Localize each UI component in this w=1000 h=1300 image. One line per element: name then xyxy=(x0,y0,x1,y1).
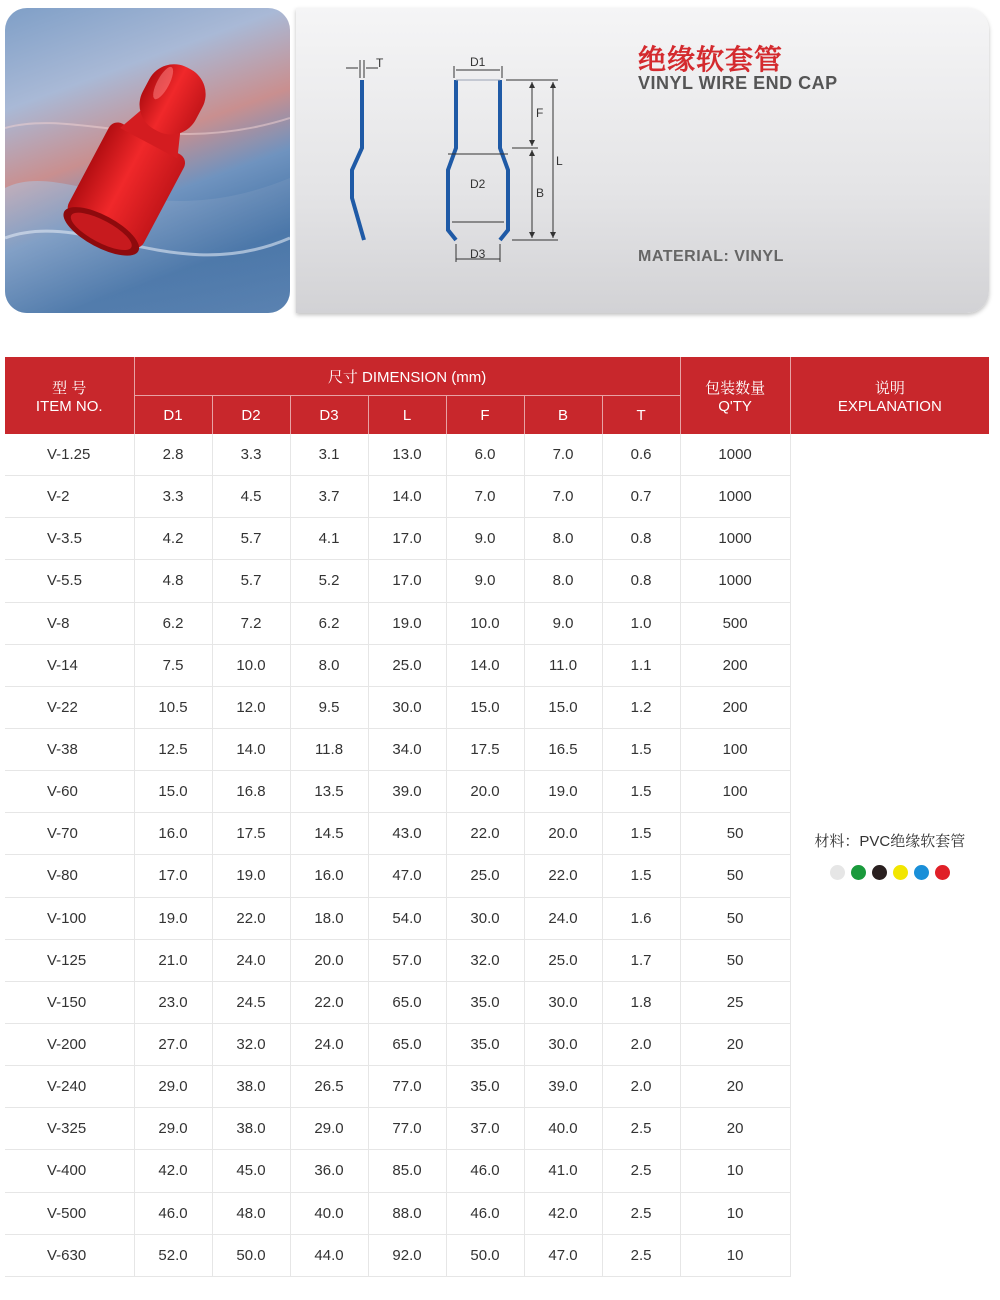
table-cell: 46.0 xyxy=(134,1192,212,1234)
table-cell: 15.0 xyxy=(524,686,602,728)
table-cell: 24.0 xyxy=(524,897,602,939)
spec-table xyxy=(5,357,989,1277)
table-cell: 24.5 xyxy=(212,981,290,1023)
table-cell: 11.8 xyxy=(290,728,368,770)
table-cell: 7.0 xyxy=(446,476,524,518)
table-cell: 18.0 xyxy=(290,897,368,939)
color-swatch-dot xyxy=(830,865,845,880)
table-cell: 7.5 xyxy=(134,644,212,686)
table-cell: 50 xyxy=(680,897,790,939)
table-cell: 57.0 xyxy=(368,939,446,981)
table-cell: 100 xyxy=(680,728,790,770)
table-cell: 9.5 xyxy=(290,686,368,728)
table-cell: 10 xyxy=(680,1234,790,1276)
item-number-cell: V-70 xyxy=(5,813,134,855)
table-cell: 19.0 xyxy=(212,855,290,897)
table-cell: 20.0 xyxy=(290,939,368,981)
header-item xyxy=(5,357,134,434)
table-cell: 50.0 xyxy=(212,1234,290,1276)
label-T: T xyxy=(376,56,384,70)
table-cell: 9.0 xyxy=(446,560,524,602)
item-number-cell: V-400 xyxy=(5,1150,134,1192)
table-cell: 30.0 xyxy=(524,1023,602,1065)
table-cell: 200 xyxy=(680,644,790,686)
item-number-cell: V-200 xyxy=(5,1023,134,1065)
table-cell: 46.0 xyxy=(446,1192,524,1234)
table-cell: 1000 xyxy=(680,434,790,476)
header-item-cn: 型 号 xyxy=(52,379,87,397)
header-item-en: ITEM NO. xyxy=(35,397,103,415)
spec-table-body xyxy=(5,434,989,1276)
table-cell: 1.5 xyxy=(602,771,680,813)
table-cell: 65.0 xyxy=(368,981,446,1023)
table-cell: 2.5 xyxy=(602,1108,680,1150)
table-cell: 48.0 xyxy=(212,1192,290,1234)
table-cell: 39.0 xyxy=(524,1066,602,1108)
table-cell: 13.5 xyxy=(290,771,368,813)
label-F: F xyxy=(536,106,544,120)
table-cell: 22.0 xyxy=(524,855,602,897)
item-number-cell: V-630 xyxy=(5,1234,134,1276)
table-cell: 14.0 xyxy=(368,476,446,518)
table-cell: 25 xyxy=(680,981,790,1023)
label-D3: D3 xyxy=(470,247,486,261)
table-cell: 9.0 xyxy=(446,518,524,560)
table-cell: 200 xyxy=(680,686,790,728)
header-qty-cn: 包装数量 xyxy=(705,379,766,397)
table-cell: 9.0 xyxy=(524,602,602,644)
table-cell: 21.0 xyxy=(134,939,212,981)
table-cell: 0.7 xyxy=(602,476,680,518)
table-cell: 1.8 xyxy=(602,981,680,1023)
table-cell: 32.0 xyxy=(446,939,524,981)
table-cell: 50 xyxy=(680,813,790,855)
table-cell: 2.0 xyxy=(602,1023,680,1065)
table-cell: 38.0 xyxy=(212,1066,290,1108)
table-cell: 13.0 xyxy=(368,434,446,476)
table-cell: 26.5 xyxy=(290,1066,368,1108)
table-cell: 20 xyxy=(680,1066,790,1108)
color-swatch-dot xyxy=(851,865,866,880)
item-number-cell: V-2 xyxy=(5,476,134,518)
table-cell: 30.0 xyxy=(524,981,602,1023)
table-cell: 41.0 xyxy=(524,1150,602,1192)
table-cell: 10 xyxy=(680,1192,790,1234)
header-qty-en: Q'TY xyxy=(718,397,752,415)
table-cell: 29.0 xyxy=(134,1108,212,1150)
table-cell: 8.0 xyxy=(290,644,368,686)
table-cell: 3.3 xyxy=(212,434,290,476)
table-cell: 50.0 xyxy=(446,1234,524,1276)
table-cell: 16.5 xyxy=(524,728,602,770)
explanation-cell xyxy=(790,434,989,1276)
item-number-cell: V-150 xyxy=(5,981,134,1023)
table-cell: 1.5 xyxy=(602,728,680,770)
table-cell: 1.1 xyxy=(602,644,680,686)
table-cell: 6.2 xyxy=(290,602,368,644)
table-cell: 1000 xyxy=(680,560,790,602)
table-cell: 4.2 xyxy=(134,518,212,560)
table-cell: 50 xyxy=(680,855,790,897)
table-cell: 65.0 xyxy=(368,1023,446,1065)
header-explanation xyxy=(790,357,989,434)
label-D2: D2 xyxy=(470,177,486,191)
table-cell: 500 xyxy=(680,602,790,644)
table-cell: 0.8 xyxy=(602,518,680,560)
table-cell: 42.0 xyxy=(134,1150,212,1192)
table-cell: 2.8 xyxy=(134,434,212,476)
item-number-cell: V-325 xyxy=(5,1108,134,1150)
table-cell: 36.0 xyxy=(290,1150,368,1192)
table-cell: 7.0 xyxy=(524,434,602,476)
table-cell: 16.0 xyxy=(290,855,368,897)
table-cell: 12.5 xyxy=(134,728,212,770)
table-cell: 45.0 xyxy=(212,1150,290,1192)
table-cell: 1.0 xyxy=(602,602,680,644)
table-cell: 17.0 xyxy=(134,855,212,897)
item-number-cell: V-60 xyxy=(5,771,134,813)
table-cell: 10.0 xyxy=(446,602,524,644)
table-cell: 88.0 xyxy=(368,1192,446,1234)
table-cell: 1.5 xyxy=(602,813,680,855)
color-swatch-dot xyxy=(893,865,908,880)
table-cell: 85.0 xyxy=(368,1150,446,1192)
table-cell: 35.0 xyxy=(446,981,524,1023)
table-cell: 16.0 xyxy=(134,813,212,855)
table-cell: 15.0 xyxy=(446,686,524,728)
header-qty xyxy=(680,357,790,434)
table-cell: 35.0 xyxy=(446,1023,524,1065)
label-B: B xyxy=(536,186,545,200)
table-cell: 3.7 xyxy=(290,476,368,518)
table-cell: 3.3 xyxy=(134,476,212,518)
header-col-T: T xyxy=(602,396,680,435)
table-cell: 4.1 xyxy=(290,518,368,560)
table-cell: 1.7 xyxy=(602,939,680,981)
table-cell: 37.0 xyxy=(446,1108,524,1150)
table-cell: 43.0 xyxy=(368,813,446,855)
table-cell: 10.5 xyxy=(134,686,212,728)
table-cell: 17.5 xyxy=(446,728,524,770)
table-cell: 50 xyxy=(680,939,790,981)
table-cell: 0.8 xyxy=(602,560,680,602)
product-banner xyxy=(296,8,989,313)
table-cell: 1.5 xyxy=(602,855,680,897)
table-cell: 15.0 xyxy=(134,771,212,813)
header-col-D3: D3 xyxy=(290,396,368,435)
table-cell: 11.0 xyxy=(524,644,602,686)
table-cell: 1.2 xyxy=(602,686,680,728)
table-cell: 1000 xyxy=(680,476,790,518)
table-cell: 2.5 xyxy=(602,1192,680,1234)
table-cell: 7.0 xyxy=(524,476,602,518)
table-cell: 7.2 xyxy=(212,602,290,644)
table-cell: 44.0 xyxy=(290,1234,368,1276)
table-cell: 22.0 xyxy=(290,981,368,1023)
table-cell: 25.0 xyxy=(368,644,446,686)
table-cell: 14.5 xyxy=(290,813,368,855)
table-cell: 39.0 xyxy=(368,771,446,813)
table-cell: 19.0 xyxy=(134,897,212,939)
table-cell: 20 xyxy=(680,1023,790,1065)
table-cell: 40.0 xyxy=(290,1192,368,1234)
title-en: VINYL WIRE END CAP xyxy=(638,73,838,93)
table-cell: 27.0 xyxy=(134,1023,212,1065)
table-cell: 77.0 xyxy=(368,1108,446,1150)
header-col-F: F xyxy=(446,396,524,435)
table-cell: 1.6 xyxy=(602,897,680,939)
item-number-cell: V-14 xyxy=(5,644,134,686)
table-cell: 8.0 xyxy=(524,518,602,560)
table-cell: 19.0 xyxy=(524,771,602,813)
table-cell: 47.0 xyxy=(524,1234,602,1276)
item-number-cell: V-38 xyxy=(5,728,134,770)
header-col-D2: D2 xyxy=(212,396,290,435)
header-dimension: 尺寸 DIMENSION (mm) xyxy=(134,357,680,396)
item-number-cell: V-500 xyxy=(5,1192,134,1234)
table-cell: 19.0 xyxy=(368,602,446,644)
item-number-cell: V-8 xyxy=(5,602,134,644)
header-expl-en: EXPLANATION xyxy=(837,397,942,415)
red-end-cap-image xyxy=(5,8,290,313)
table-cell: 29.0 xyxy=(134,1066,212,1108)
material-label: MATERIAL: VINYL xyxy=(638,248,784,265)
table-cell: 30.0 xyxy=(446,897,524,939)
header-col-B: B xyxy=(524,396,602,435)
table-cell: 17.0 xyxy=(368,518,446,560)
table-cell: 42.0 xyxy=(524,1192,602,1234)
table-cell: 17.0 xyxy=(368,560,446,602)
table-cell: 20.0 xyxy=(446,771,524,813)
item-number-cell: V-22 xyxy=(5,686,134,728)
table-cell: 0.6 xyxy=(602,434,680,476)
table-cell: 22.0 xyxy=(446,813,524,855)
table-cell: 46.0 xyxy=(446,1150,524,1192)
table-cell: 25.0 xyxy=(446,855,524,897)
table-cell: 34.0 xyxy=(368,728,446,770)
item-number-cell: V-1.25 xyxy=(5,434,134,476)
table-cell: 6.2 xyxy=(134,602,212,644)
table-cell: 4.5 xyxy=(212,476,290,518)
item-number-cell: V-3.5 xyxy=(5,518,134,560)
table-cell: 23.0 xyxy=(134,981,212,1023)
header-col-L: L xyxy=(368,396,446,435)
table-cell: 12.0 xyxy=(212,686,290,728)
table-cell: 16.8 xyxy=(212,771,290,813)
item-number-cell: V-240 xyxy=(5,1066,134,1108)
table-cell: 54.0 xyxy=(368,897,446,939)
table-cell: 92.0 xyxy=(368,1234,446,1276)
item-number-cell: V-125 xyxy=(5,939,134,981)
table-cell: 5.7 xyxy=(212,518,290,560)
table-cell: 40.0 xyxy=(524,1108,602,1150)
product-photo xyxy=(5,8,290,313)
table-cell: 38.0 xyxy=(212,1108,290,1150)
item-number-cell: V-5.5 xyxy=(5,560,134,602)
table-cell: 35.0 xyxy=(446,1066,524,1108)
table-cell: 6.0 xyxy=(446,434,524,476)
table-cell: 20 xyxy=(680,1108,790,1150)
table-cell: 5.2 xyxy=(290,560,368,602)
table-cell: 47.0 xyxy=(368,855,446,897)
table-cell: 4.8 xyxy=(134,560,212,602)
table-cell: 8.0 xyxy=(524,560,602,602)
title-cn: 绝缘软套管 xyxy=(638,44,784,75)
table-cell: 5.7 xyxy=(212,560,290,602)
label-D1: D1 xyxy=(470,55,486,69)
table-cell: 17.5 xyxy=(212,813,290,855)
table-cell: 24.0 xyxy=(212,939,290,981)
color-swatch-dot xyxy=(935,865,950,880)
table-cell: 14.0 xyxy=(212,728,290,770)
table-cell: 3.1 xyxy=(290,434,368,476)
table-cell: 10.0 xyxy=(212,644,290,686)
item-number-cell: V-80 xyxy=(5,855,134,897)
color-swatch-dot xyxy=(914,865,929,880)
table-cell: 100 xyxy=(680,771,790,813)
table-cell: 2.0 xyxy=(602,1066,680,1108)
table-cell: 2.5 xyxy=(602,1150,680,1192)
table-cell: 52.0 xyxy=(134,1234,212,1276)
label-L: L xyxy=(556,154,563,168)
table-cell: 20.0 xyxy=(524,813,602,855)
explanation-text: 材料：PVC绝缘软套管 xyxy=(814,833,966,851)
table-cell: 25.0 xyxy=(524,939,602,981)
table-cell: 29.0 xyxy=(290,1108,368,1150)
table-cell: 1000 xyxy=(680,518,790,560)
table-cell: 14.0 xyxy=(446,644,524,686)
item-number-cell: V-100 xyxy=(5,897,134,939)
table-cell: 30.0 xyxy=(368,686,446,728)
table-cell: 10 xyxy=(680,1150,790,1192)
color-swatch-dot xyxy=(872,865,887,880)
table-row xyxy=(5,434,989,476)
color-options xyxy=(791,865,990,880)
table-cell: 2.5 xyxy=(602,1234,680,1276)
table-cell: 22.0 xyxy=(212,897,290,939)
header-expl-cn: 说明 xyxy=(874,379,905,397)
table-cell: 24.0 xyxy=(290,1023,368,1065)
header-col-D1: D1 xyxy=(134,396,212,435)
table-cell: 32.0 xyxy=(212,1023,290,1065)
table-cell: 77.0 xyxy=(368,1066,446,1108)
